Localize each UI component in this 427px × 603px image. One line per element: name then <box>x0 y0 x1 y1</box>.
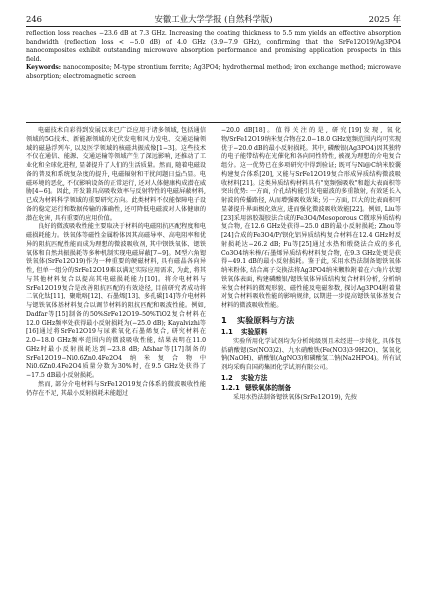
abstract-text: reflection loss reaches −23.6 dB at 7.3 GHz. Increasing the coating thickness to 5.5 mm yields an effective absorption bandwidth (reflection loss < −5.0 dB) of 4.0 GHz (3.9−7.9 GHz), confirming that the SrFe12O19/Ag3PO4 nanocomposites exhibit outstanding microwave absorption performance and promising application prospects in this field. <box>26 30 401 63</box>
intro-paragraph-1: 电磁技术自彩得到发展以来已广泛应用于诸多领域, 包括通信领域的5G技术、新能源领域的光伏发电和风力发电、交通运输领域的磁悬浮列车, 以及医学领域的核磁共振成像[1−3]。这些技术不仅在通信、能源、交通运输等领域产生了深远影响, 还推动了工业化和全球化进程, 显著提升了人们的生活质量。然而, 随着电磁设备的普及和系统复杂度的提升, 电磁辐射和干扰问题日益凸显。电磁环境的恶化, 不仅影响设备的正常运行, 还对人体健康构成潜在威胁[4−6]。因此, 开发兼具高吸收效率与反射特性的电磁屏蔽材料, 已成为材料科学领域的重要研究方向。此类材料不仅能保障电子设备的稳定运行和数据传输的准确性, 还可降低电磁波对人体健康的潜在危害, 具有重要的应用价值。 <box>26 127 206 222</box>
running-header <box>26 12 401 27</box>
subsection-title: 实验方法 <box>241 373 268 382</box>
subsection-number: 1.2 <box>221 373 233 382</box>
page-number: 246 <box>26 14 42 24</box>
section-number: 1 <box>221 314 227 325</box>
subsection-title: 实验原料 <box>241 327 268 336</box>
subsection-heading-methods <box>221 374 401 383</box>
keywords-line <box>26 64 401 81</box>
section-heading-materials-methods <box>221 315 401 326</box>
subsection-heading-ferrite-prep <box>221 384 401 393</box>
left-column <box>26 127 206 398</box>
keywords-list: nanocomposite; M-type strontium ferrite; Ag3PO4; hydrothermal method; iron exchange method; microwave absorption; electromagnetic screen <box>26 64 401 80</box>
intro-paragraph-2: 良好的微波吸收性能主要取决于材料的电磁阻抗匹配程度和电磁损耗能力。铁氧体等磁性金属粉体因其高磁导率、高电阻率和优异的阻抗匹配性能而成为理想的微波吸收剂, 其中钡铁氧体、锶铁氧体和自然共振损耗等多种机制实现电磁屏蔽[7−9]。M型六角锶铁氧体(SrFe12O19)作为一种重要的硬磁材料, 具有磁晶各向异性, 但单一组分的SrFe12O19难以满足实际应用需求, 为此, 将其与其他材料复合以提高其电磁损耗能力[10]。将介电材料与SrFe12O19复合是改善阻抗匹配的有效途径, 目前研究者成功将二氧化钛[11]、聚吡咯[12]、石墨烯[13]、多孔碳[14]等介电材料与锶铁氧体基材料复合以调节材料的阻抗匹配和吸波性能。例如, Dadfar等[15]制备的50%SrFe12O19–50%TiO2复合材料在12.0 GHz频率处获得最小反射损耗为(−25.0 dB); Kayalvizhi等[16]通过将SrFe12O19与尿素氧化石墨烯复合, 研究材料在2.0−18.0 GHz频率范围内的微波吸收性能, 结果表明在11.0 GHz时最小反射损耗达到−23.8 dB; Afshar等[17]制备的SrFe12O19−Ni0.6Zn0.4Fe2O4纳米复合物中Ni0.6Zn0.4Fe2O4质量分数为30%时, 在9.5 GHz处获得了−17.5 dB最小反射损耗。 <box>26 223 206 379</box>
subsection-heading-materials <box>221 328 401 337</box>
right-column <box>221 127 401 403</box>
materials-paragraph: 实验所用化学试剂均为分析纯级别且未经进一步纯化, 具体包括硝酸锶(Sr(NO3)2)、九水硝酸铁(Fe(NO3)3·9H2O)、氢氧化钠(NaOH)、硝酸银(AgNO3)和磷酸氢二钠(Na2HPO4)。所有试剂均采购自国药集团化学试剂有限公司。 <box>221 337 401 371</box>
section-title: 实验原料与方法 <box>237 314 295 325</box>
subsection-number: 1.2.1 <box>221 383 240 392</box>
journal-title: 安徽工业大学学报 (自然科学版) <box>154 14 273 24</box>
intro-paragraph-continued: −20.0 dB[18]。值得关注的是, 研究[19]发现, 氧化物/SrFe12O19纳米复合物在2.0−18.0 GHz宽频范围内均可实现优于−20.0 dB的最小反射损耗。其中, 磷酸银(Ag3PO4)因其独特的电子能带结构在光催化和各向同性特性, 被视为理想的介电复合组分。这一优势已在多项研究中得到验证; 既可与Ni@C纳米胶囊构建复合体系[20], 又能与SrFe12O19复合形成异质结构微波吸收材料[21]。这类异质结构材料具有"宽频强吸收"和超大表面积等突出优势: 一方面, 介孔结构能引发电磁波的多重散射, 有效延长入射波的传播路径, 从而增强吸收效果; 另一方面, 巨大的比表面积可显著提升界面极化效应, 进而强化微波吸收效能[22]。例如, Liu等[23]采用溶胶凝胶法合成的Fe3O4/Mesoporous C微球异质结构复合物, 在12.6 GHz处获得−25.0 dB的最小反射损耗; Zhou等[24]合成的Fe3O4/P/钡化铝异质结构复合材料在12.4 GHz时反射损耗达−26.2 dB; Fu等[25]通过水热和煅烧法合成的多孔Co3O4纳米棒/石墨烯异质结构材料复合物, 在9.3 GHz处更是获得−49.1 dB的最小反射损耗。鉴于此, 采用水热法制备锶铁氧体纳米粉体, 结合离子交换法将Ag3PO4纳米颗粒附着在六角片状锶铁氧体表面, 构建磷酸银/锶铁氧体异质结构复合材料分析, 分析纳米复合材料的微观形貌、磁性能及电磁参数, 探讨Ag3PO4附着量对复合材料吸收性能的影响规律, 以期进一步提高锶铁氧体基复合材料的微波吸收性能。 <box>221 127 401 309</box>
intro-paragraph-3: 然而, 部分介电材料与SrFe12O19复合体系的微波吸收性能仍存在不足, 其最小反射损耗未能超过 <box>26 380 206 397</box>
abstract-divider <box>26 122 401 123</box>
publication-year: 2025 年 <box>368 14 401 24</box>
subsection-title: 锶铁氧体的制备 <box>245 383 292 392</box>
ferrite-prep-paragraph: 采用水热法制备锶铁氧体(SrFe12O19), 先按 <box>233 393 357 401</box>
english-abstract <box>26 30 401 82</box>
keywords-label: Keywords: <box>26 64 62 72</box>
subsection-number: 1.1 <box>221 327 233 336</box>
